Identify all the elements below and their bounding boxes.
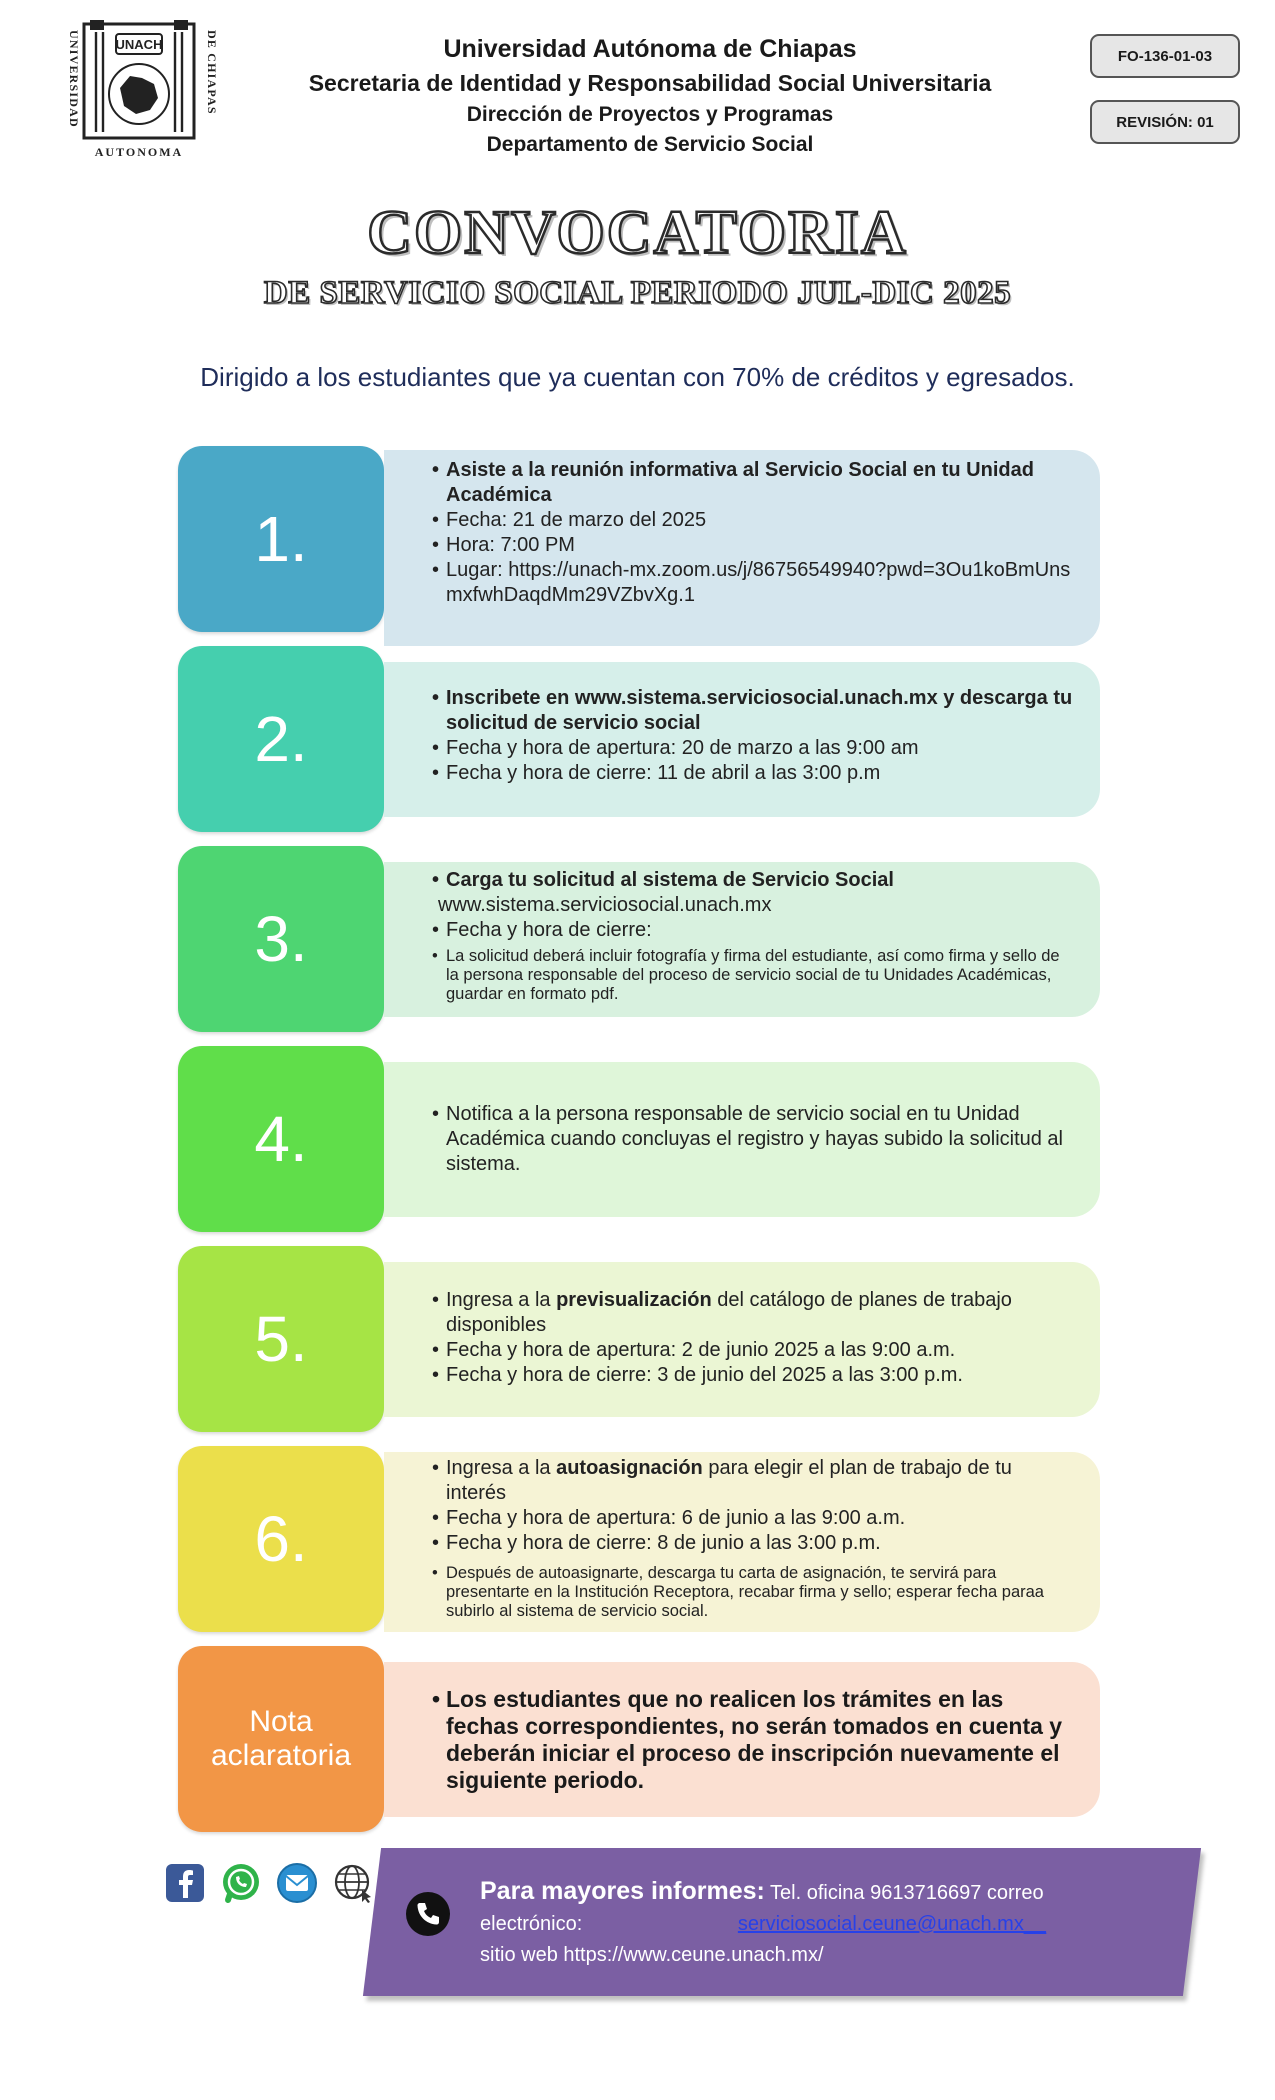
audience-text: Dirigido a los estudiantes que ya cuentan con 70% de créditos y egresados.	[200, 362, 1075, 392]
step-4-item: • Notifica a la persona responsable de servicio social en tu Unidad Académica cuando concluyas el registro y hayas subido la solicitud al sistema.	[432, 1102, 1076, 1177]
web-icon[interactable]	[332, 1862, 374, 1904]
step-1-number: 1.	[178, 446, 384, 632]
header-line-2: Secretaria de Identidad y Responsabilidad Social Universitaria	[308, 70, 992, 96]
contact-email-link[interactable]: serviciosocial.ceune@unach.mx__	[737, 1913, 1047, 1935]
logo-text-bottom: AUTONOMA	[94, 145, 184, 159]
contact-web: sitio web https://www.ceune.unach.mx/	[480, 1944, 824, 1966]
step-5-panel	[384, 1262, 1100, 1417]
step-3-item: • Carga tu solicitud al sistema de Servicio Social	[432, 868, 1076, 893]
step-1-item: • Hora: 7:00 PM	[432, 533, 1076, 558]
nota-panel	[384, 1662, 1100, 1817]
step-1-panel	[384, 450, 1100, 646]
step-1-zoom-link[interactable]: • Lugar: https://unach-mx.zoom.us/j/86756549940?pwd=3Ou1koBmUnsmxfwhDaqdMm29VZbvXg.1	[432, 558, 1076, 608]
step-5-item: • Fecha y hora de cierre: 3 de junio del 2025 a las 3:00 p.m.	[432, 1363, 1076, 1388]
step-6-item: • Ingresa a la autoasignación para elegir el plan de trabajo de tu interés	[432, 1456, 1076, 1506]
social-icons	[164, 1862, 374, 1912]
step-4-panel	[384, 1062, 1100, 1217]
header-line-3: Dirección de Proyectos y Programas	[466, 103, 834, 126]
step-6-panel	[384, 1452, 1100, 1632]
step-2-item: • Fecha y hora de cierre: 11 de abril a las 3:00 p.m	[432, 761, 1076, 786]
step-6-item: • Fecha y hora de apertura: 6 de junio a las 9:00 a.m.	[432, 1506, 1076, 1531]
contact-tel: Tel. oficina 9613716697 correo electrónico:	[480, 1882, 1044, 1935]
revision-box: REVISIÓN: 01	[1090, 100, 1240, 144]
step-3-number: 3.	[178, 846, 384, 1032]
unach-logo	[58, 18, 220, 160]
logo-seal-text: UNACH	[115, 37, 163, 52]
step-5-item: • Ingresa a la previsualización del catálogo de planes de trabajo disponibles	[432, 1288, 1076, 1338]
step-4-number: 4.	[178, 1046, 384, 1232]
form-code-box: FO-136-01-03	[1090, 34, 1240, 78]
subtitle: DE SERVICIO SOCIAL PERIODO JUL-DIC 2025	[263, 275, 1012, 311]
nota-label: Nota aclaratoria	[178, 1646, 384, 1832]
step-2-item: • Fecha y hora de apertura: 20 de marzo a las 9:00 am	[432, 736, 1076, 761]
contact-text	[480, 1876, 1120, 1971]
logo-text-left: UNIVERSIDAD	[67, 30, 81, 128]
step-6-item: • Fecha y hora de cierre: 8 de junio a las 3:00 p.m.	[432, 1531, 1076, 1556]
title: CONVOCATORIA	[367, 199, 908, 267]
step-3-panel	[384, 862, 1100, 1017]
step-3-url: www.sistema.serviciosocial.unach.mx	[438, 894, 772, 916]
step-3-item: • Fecha y hora de cierre:	[432, 918, 1076, 943]
step-1-item: • Asiste a la reunión informativa al Servicio Social en tu Unidad Académica	[432, 458, 1076, 508]
email-icon[interactable]	[276, 1862, 318, 1904]
header-line-1: Universidad Autónoma de Chiapas	[443, 35, 857, 63]
whatsapp-icon[interactable]	[220, 1862, 262, 1904]
step-5-number: 5.	[178, 1246, 384, 1432]
step-3-note: • La solicitud deberá incluir fotografía y firma del estudiante, así como firma y sello de la persona responsable del proceso de servicio social de tu Unidades Académicas, guardar en formato pdf.	[432, 947, 1076, 1004]
nota-text: • Los estudiantes que no realicen los trámites en las fechas correspondientes, no serán tomados en cuenta y deberán iniciar el proceso de inscripción nuevamente el siguiente periodo.	[432, 1686, 1076, 1794]
facebook-icon[interactable]	[164, 1862, 206, 1904]
step-2-number: 2.	[178, 646, 384, 832]
step-6-number: 6.	[178, 1446, 384, 1632]
header-line-4: Departamento de Servicio Social	[486, 133, 814, 156]
step-1-item: • Fecha: 21 de marzo del 2025	[432, 508, 1076, 533]
phone-icon	[404, 1890, 452, 1938]
step-6-note: • Después de autoasignarte, descarga tu carta de asignación, te servirá para presentarte en la Institución Receptora, recabar firma y sello; esperar fecha paraa subirlo al sistema de servicio social.	[432, 1564, 1076, 1621]
contact-lead: Para mayores informes:	[480, 1877, 765, 1905]
step-2-item: • Inscribete en www.sistema.serviciosocial.unach.mx y descarga tu solicitud de servicio social	[432, 686, 1076, 736]
header-institution	[300, 32, 1000, 160]
step-2-panel	[384, 662, 1100, 817]
step-5-item: • Fecha y hora de apertura: 2 de junio 2025 a las 9:00 a.m.	[432, 1338, 1076, 1363]
logo-text-right: DE CHIAPAS	[205, 30, 219, 115]
